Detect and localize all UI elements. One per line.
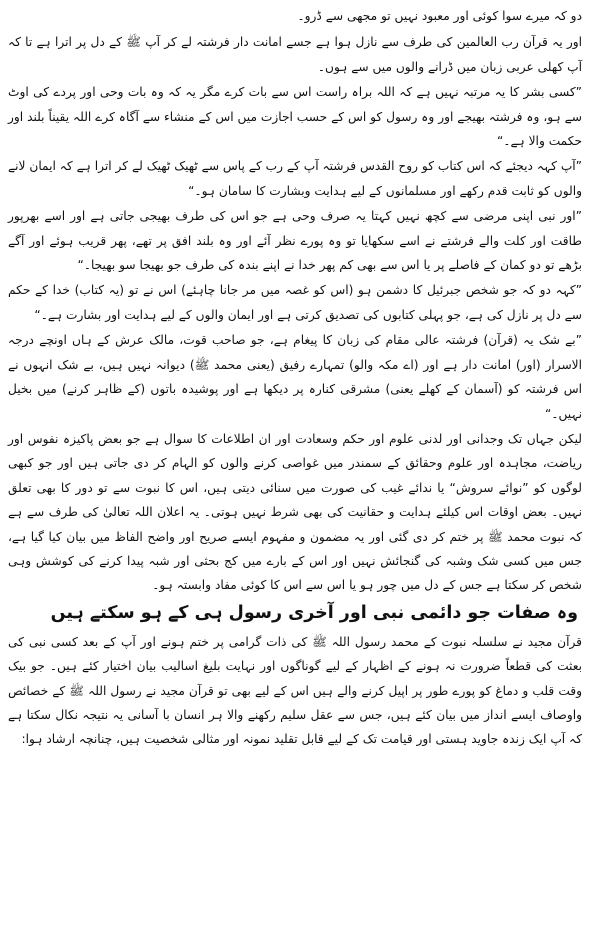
section-heading: وہ صفات جو دائمی نبی اور آخری رسول ہی کے ہو سکتے ہیں	[50, 602, 578, 623]
text-paragraph: لیکن جہاں تک وجدانی اور لدنی علوم اور حکم وسعادت اور ان اطلاعات کا سوال ہے جو بعض پاکیزہ نفوس اور ریاضت، مجاہدہ اور علوم وحقائق کے سمندر میں غواصی کرنے والوں کو الہام کر دی جاتی ہیں اور جو کبھی لوگوں کو ”نوائے سروش“ یا ندائے غیب کی صورت میں سنائی دیتی ہیں، اس کا نبوت سے تو دور کا بھی تعلق نہیں۔ بعض اوقات اس کیلئے ہدایت و حقانیت کی بھی شرط نہیں ہوتی۔ یہ اعلان اللہ تعالیٰ کی طرف سے ہے کہ نبوت محمد ﷺ پر ختم کر دی گئی اور یہ مضمون و مفہوم ایسے صریح اور واضح الفاظ میں بیان کیا گیا ہے، جس میں کسی شک وشبہ کی گنجائش نہیں اور اس کے بارے میں کج بحثی اور شبہ پیدا کرنے کی کوشش وہی شخص کر سکتا ہے جس کے دل میں چور ہو یا اس سے اس کا کوئی مفاد وابستہ ہو۔	[8, 431, 582, 593]
quoted-verse-paragraph: ”آپ کہہ دیجئے کہ اس کتاب کو روح القدس فرشتہ آپ کے رب کے پاس سے ٹھیک ٹھیک لے کر اترا ہے کہ ایمان لانے والوں کو ثابت قدم رکھے اور مسلمانوں کے لیے ہدایت وبشارت کا سامان ہو۔“	[8, 159, 582, 198]
quoted-verse-paragraph: ”اور نبی اپنی مرضی سے کچھ نہیں کہتا یہ صرف وحی ہے جو اس کی طرف بھیجی جاتی ہے اور اسے بھرپور طاقت اور کلت والے فرشتے نے اسے سکھایا تو وہ پورے نظر آئے اور وہ بلند افق پر تھے، پھر قریب ہوئے اور آگے بڑھے تو دو کمان کے فاصلے پر یا اس سے بھی کم پھر خدا نے اپنے بندہ کی طرف جو بھیجا سو بھیجا۔“	[8, 209, 582, 273]
quoted-verse-paragraph: ”کسی بشر کا یہ مرتبہ نہیں ہے کہ اللہ براہ راست اس سے بات کرے مگر یہ کہ وہ بات وحی اور پردے کی اوٹ سے ہو، وہ فرشتہ بھیجے اور وہ رسول کو اس کے حسب اجازت میں اس کے منشاء سے آگاہ کرے اللہ یقیناً بلند اور حکمت والا ہے۔“	[8, 85, 582, 149]
quoted-verse-paragraph: ”کہہ دو کہ جو شخص جبرئیل کا دشمن ہو (اس کو غصہ میں مر جانا چاہئے) اس نے تو (یہ کتاب) خدا کے حکم سے دل پر نازل کی ہے، جو پہلی کتابوں کی تصدیق کرتی ہے اور ایمان والوں کے لیے ہدایت اور بشارت ہے۔“	[8, 283, 582, 322]
quoted-verse-paragraph: ”بے شک یہ (قرآن) فرشتہ عالی مقام کی زبان کا پیغام ہے، جو صاحب قوت، مالک عرش کے ہاں اونچے درجہ الاسرار (اور) امانت دار ہے اور (اے مکہ والو) تمہارے رفیق (یعنی محمد ﷺ) دیوانہ نہیں ہیں، بے شک انہوں نے اس فرشتہ کو (آسمان کے کھلے یعنی) مشرقی کنارہ پر دیکھا ہے اور پوشیدہ باتوں (کے ظاہر کرنے) میں بخیل نہیں۔“	[8, 333, 582, 421]
text-paragraph: اور یہ قرآن رب العالمین کی طرف سے نازل ہوا ہے جسے امانت دار فرشتہ لے کر آپ ﷺ کے دل پر اترا ہے تا کہ آپ کھلی عربی زبان میں ڈرانے والوں میں سے ہوں۔	[8, 35, 582, 74]
text-paragraph: دو کہ میرے سوا کوئی اور معبود نہیں تو مجھی سے ڈرو۔	[297, 9, 582, 23]
text-paragraph: قرآن مجید نے سلسلہ نبوت کے محمد رسول اللہ ﷺ کی ذات گرامی پر ختم ہونے اور آپ کے بعد کسی نبی کی بعثت کی قطعاً ضرورت نہ ہونے کے اظہار کے لیے گوناگوں اور نہایت بلیغ اسالیب بیان اختیار کئے ہیں۔ جو بیک وقت قلب و دماغ کو پورے طور پر اپیل کرنے والے ہیں اس کے لیے بھی تو قرآن مجید نے رسول اللہ ﷺ کے خصائص واوصاف ایسے انداز میں بیان کئے ہیں، جس سے عقل سلیم رکھنے والا ہر انسان با آسانی یہ نتیجہ نکال سکتا ہے کہ آپ ایک زندہ جاوید ہستی اور قیامت تک کے لیے قابل تقلید نمونہ اور مثالی شخصیت ہیں، چنانچہ ارشاد ہوا:	[8, 634, 582, 747]
